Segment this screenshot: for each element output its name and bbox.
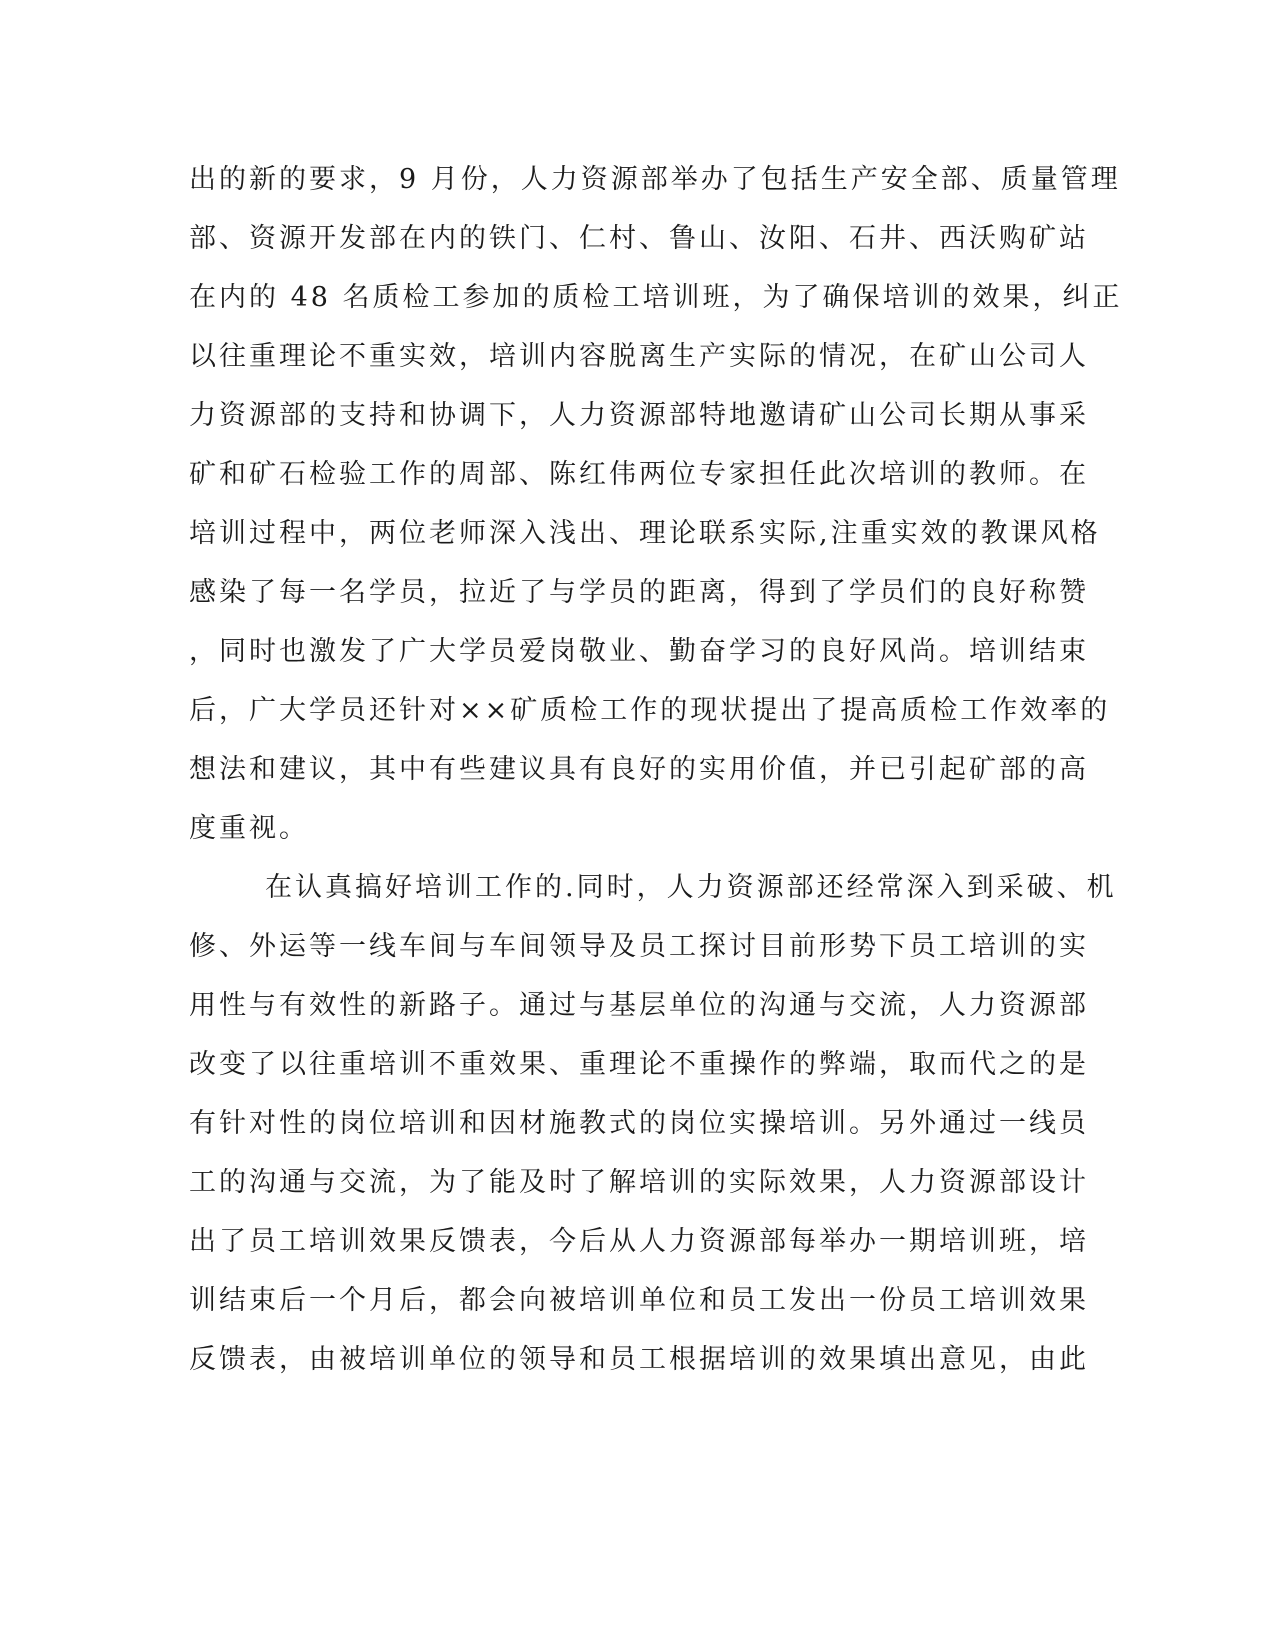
paragraph-1-line: 以往重理论不重实效，培训内容脱离生产实际的情况，在矿山公司人 xyxy=(189,341,1089,372)
paragraph-2-line: 用性与有效性的新路子。通过与基层单位的沟通与交流，人力资源部 xyxy=(189,990,1089,1021)
paragraph-1-line: 矿和矿石检验工作的周部、陈红伟两位专家担任此次培训的教师。在 xyxy=(189,459,1089,490)
paragraph-1-line: 度重视。 xyxy=(189,813,309,844)
paragraph-1-line: 培训过程中，两位老师深入浅出、理论联系实际,注重实效的教课风格 xyxy=(189,518,1101,549)
paragraph-2-line: 改变了以往重培训不重效果、重理论不重操作的弊端，取而代之的是 xyxy=(189,1049,1089,1080)
paragraph-1-line: 出的新的要求，9 月份，人力资源部举办了包括生产安全部、质量管理 xyxy=(189,164,1121,195)
paragraph-1-line: 想法和建议，其中有些建议具有良好的实用价值，并已引起矿部的高 xyxy=(189,754,1089,785)
paragraph-1-line: 部、资源开发部在内的铁门、仁村、鲁山、汝阳、石井、西沃购矿站 xyxy=(189,223,1089,254)
paragraph-1-line: ，同时也激发了广大学员爱岗敬业、勤奋学习的良好风尚。培训结束 xyxy=(189,636,1089,667)
paragraph-2-line: 工的沟通与交流，为了能及时了解培训的实际效果，人力资源部设计 xyxy=(189,1167,1089,1198)
paragraph-1-line: 在内的 48 名质检工参加的质检工培训班，为了确保培训的效果，纠正 xyxy=(189,282,1123,313)
paragraph-2-line: 有针对性的岗位培训和因材施教式的岗位实操培训。另外通过一线员 xyxy=(189,1108,1089,1139)
paragraph-1-line: 感染了每一名学员，拉近了与学员的距离，得到了学员们的良好称赞 xyxy=(189,577,1089,608)
paragraph-1-line: 后，广大学员还针对××矿质检工作的现状提出了提高质检工作效率的 xyxy=(189,695,1111,726)
paragraph-1-line: 力资源部的支持和协调下，人力资源部特地邀请矿山公司长期从事采 xyxy=(189,400,1089,431)
paragraph-2-line: 反馈表，由被培训单位的领导和员工根据培训的效果填出意见，由此 xyxy=(189,1344,1089,1375)
paragraph-2-line: 训结束后一个月后，都会向被培训单位和员工发出一份员工培训效果 xyxy=(189,1285,1089,1316)
paragraph-2-line: 在认真搞好培训工作的.同时，人力资源部还经常深入到采破、机 xyxy=(265,872,1117,903)
paragraph-2-line: 出了员工培训效果反馈表，今后从人力资源部每举办一期培训班，培 xyxy=(189,1226,1089,1257)
paragraph-2-line: 修、外运等一线车间与车间领导及员工探讨目前形势下员工培训的实 xyxy=(189,931,1089,962)
